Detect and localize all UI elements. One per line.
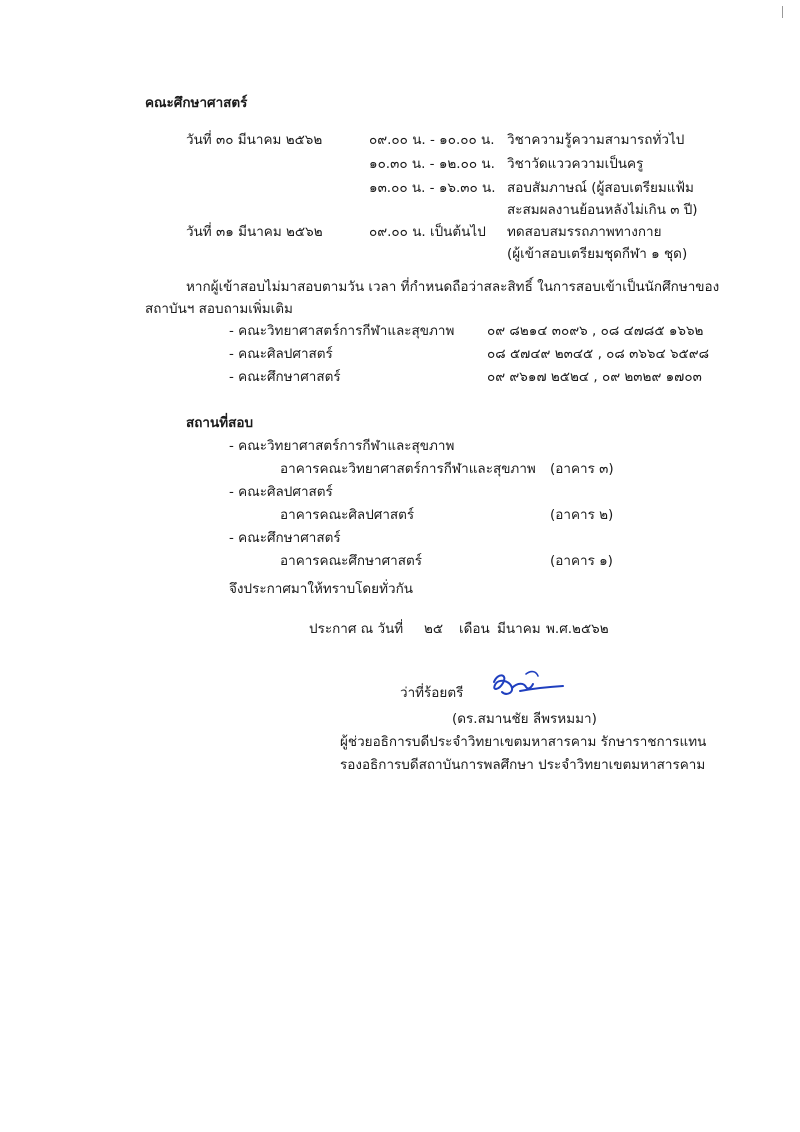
- schedule-subject: วิชาความรู้ความสามารถทั่วไป: [507, 132, 685, 148]
- contact-faculty: - คณะวิทยาศาสตร์การกีฬาและสุขภาพ: [229, 323, 455, 339]
- announce-date-month-label: เดือน: [459, 621, 490, 637]
- venue-building-number: (อาคาร ๑): [550, 553, 613, 569]
- venue-faculty: - คณะศิลปศาสตร์: [229, 484, 333, 500]
- schedule-time: ๑๐.๓๐ น. - ๑๒.๐๐ น.: [369, 156, 495, 172]
- schedule-subject-line2: (ผู้เข้าสอบเตรียมชุดกีฬา ๑ ชุด): [507, 246, 688, 262]
- contact-faculty: - คณะศึกษาศาสตร์: [229, 369, 341, 385]
- contact-phones: ๐๙ ๘๒๑๔ ๓๐๙๖ , ๐๘ ๔๗๘๕ ๑๖๖๒: [487, 323, 704, 339]
- handwritten-signature: [486, 668, 566, 702]
- schedule-subject: วิชาวัดแววความเป็นครู: [507, 156, 644, 172]
- announce-date-prefix: ประกาศ ณ วันที่: [309, 621, 404, 637]
- venue-building-number: (อาคาร ๓): [550, 461, 614, 477]
- signer-position-line-1: ผู้ช่วยอธิการบดีประจำวิทยาเขตมหาสารคาม รักษาราชการแทน: [340, 734, 707, 750]
- schedule-time: ๑๓.๐๐ น. - ๑๖.๓๐ น.: [369, 180, 496, 196]
- venue-faculty: - คณะศึกษาศาสตร์: [229, 530, 341, 546]
- venue-building: อาคารคณะวิทยาศาสตร์การกีฬาและสุขภาพ: [280, 461, 536, 477]
- closing-statement: จึงประกาศมาให้ทราบโดยทั่วกัน: [229, 581, 413, 597]
- contact-faculty: - คณะศิลปศาสตร์: [229, 346, 333, 362]
- signer-rank: ว่าที่ร้อยตรี: [400, 685, 464, 701]
- contact-phones: ๐๘ ๕๗๔๙ ๒๓๔๕ , ๐๘ ๓๖๖๔ ๖๕๙๘: [487, 346, 710, 362]
- announce-date-year: พ.ศ.๒๕๖๒: [546, 621, 609, 637]
- venue-building: อาคารคณะศึกษาศาสตร์: [280, 553, 422, 569]
- venue-building: อาคารคณะศิลปศาสตร์: [280, 507, 415, 523]
- venue-faculty: - คณะวิทยาศาสตร์การกีฬาและสุขภาพ: [229, 438, 455, 454]
- announce-date-month: มีนาคม: [497, 621, 541, 637]
- schedule-day: วันที่ ๓๑ มีนาคม ๒๕๖๒: [186, 224, 323, 240]
- schedule-subject: สอบสัมภาษณ์ (ผู้สอบเตรียมแฟ้ม: [507, 180, 694, 196]
- schedule-subject-line2: สะสมผลงานย้อนหลังไม่เกิน ๓ ปี): [507, 202, 698, 218]
- signer-name: (ดร.สมานชัย ลีพรหมมา): [452, 711, 597, 727]
- contact-phones: ๐๙ ๙๖๑๗ ๒๕๒๔ , ๐๙ ๒๓๒๙ ๑๗๐๓: [487, 369, 702, 385]
- notice-line-2: สถาบันฯ สอบถามเพิ่มเติม: [145, 301, 293, 317]
- faculty-title: คณะศึกษาศาสตร์: [145, 95, 248, 111]
- schedule-time: ๐๙.๐๐ น. เป็นต้นไป: [369, 224, 486, 240]
- signer-position-line-2: รองอธิการบดีสถาบันการพลศึกษา ประจำวิทยาเขตมหาสารคาม: [340, 757, 706, 773]
- notice-line-1: หากผู้เข้าสอบไม่มาสอบตามวัน เวลา ที่กำหนดถือว่าสละสิทธิ์ ในการสอบเข้าเป็นนักศึกษาของ: [186, 279, 720, 295]
- venue-building-number: (อาคาร ๒): [550, 507, 614, 523]
- schedule-time: ๐๙.๐๐ น. - ๑๐.๐๐ น.: [369, 132, 495, 148]
- schedule-day: วันที่ ๓๐ มีนาคม ๒๕๖๒: [186, 132, 323, 148]
- scan-edge-mark: [782, 6, 783, 18]
- schedule-subject: ทดสอบสมรรถภาพทางกาย: [507, 224, 662, 240]
- announce-date-day: ๒๕: [424, 621, 444, 637]
- venue-heading: สถานที่สอบ: [186, 415, 254, 431]
